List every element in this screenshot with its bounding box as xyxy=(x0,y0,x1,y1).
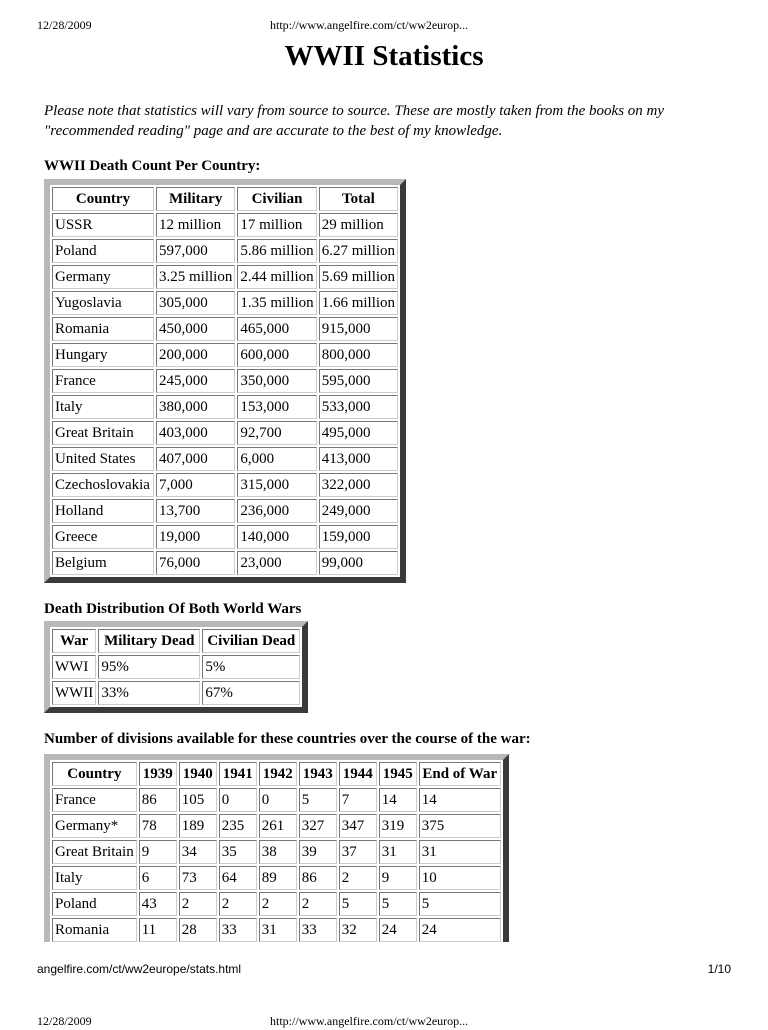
table-cell: France xyxy=(52,788,137,812)
table-cell: 28 xyxy=(179,918,217,942)
column-header: Country xyxy=(52,187,154,211)
table-cell: 5 xyxy=(299,788,337,812)
table-cell: 5 xyxy=(379,892,417,916)
table-cell: 189 xyxy=(179,814,217,838)
print-url[interactable]: http://www.angelfire.com/ct/ww2europ... xyxy=(270,18,469,32)
page-title: WWII Statistics xyxy=(284,40,484,72)
table-cell: 7 xyxy=(339,788,377,812)
column-header: War xyxy=(52,629,96,653)
table-cell: 37 xyxy=(339,840,377,864)
table-header-row xyxy=(52,762,501,786)
table-cell: 14 xyxy=(419,788,501,812)
table-cell: Czechoslovakia xyxy=(52,473,154,497)
table-cell: Italy xyxy=(52,395,154,419)
column-header: Country xyxy=(52,762,137,786)
column-header: 1942 xyxy=(259,762,297,786)
table-row xyxy=(52,291,398,315)
table-cell: 86 xyxy=(299,866,337,890)
table-cell: 11 xyxy=(139,918,177,942)
print-footer xyxy=(37,962,731,978)
table-cell: 140,000 xyxy=(237,525,316,549)
table-cell: 315,000 xyxy=(237,473,316,497)
column-header: 1944 xyxy=(339,762,377,786)
column-header: 1941 xyxy=(219,762,257,786)
table-cell: 7,000 xyxy=(156,473,235,497)
table-cell: WWI xyxy=(52,655,96,679)
table-cell: 245,000 xyxy=(156,369,235,393)
column-header: 1943 xyxy=(299,762,337,786)
table-cell: 76,000 xyxy=(156,551,235,575)
table-cell: Hungary xyxy=(52,343,154,367)
table-cell: Yugoslavia xyxy=(52,291,154,315)
table-row xyxy=(52,866,501,890)
table-row xyxy=(52,681,300,705)
table-cell: 5 xyxy=(339,892,377,916)
column-header: 1940 xyxy=(179,762,217,786)
table-row xyxy=(52,525,398,549)
table-cell: 32 xyxy=(339,918,377,942)
table-cell: 403,000 xyxy=(156,421,235,445)
table-row xyxy=(52,395,398,419)
table-cell: 73 xyxy=(179,866,217,890)
footer-url[interactable]: angelfire.com/ct/ww2europe/stats.html xyxy=(37,962,242,976)
table-cell: 597,000 xyxy=(156,239,235,263)
table-cell: 78 xyxy=(139,814,177,838)
next-page-date: 12/28/2009 xyxy=(37,1014,92,1028)
table-cell: 67% xyxy=(202,681,300,705)
table-cell: 24 xyxy=(419,918,501,942)
next-page-header xyxy=(37,1014,731,1030)
table-cell: 915,000 xyxy=(319,317,398,341)
table-cell: 31 xyxy=(259,918,297,942)
table-cell: Great Britain xyxy=(52,421,154,445)
table-cell: Germany xyxy=(52,265,154,289)
distribution-heading: Death Distribution Of Both World Wars xyxy=(44,601,302,617)
table-cell: 0 xyxy=(219,788,257,812)
table-cell: 0 xyxy=(259,788,297,812)
column-header: 1945 xyxy=(379,762,417,786)
column-header: Military Dead xyxy=(98,629,200,653)
table-cell: 35 xyxy=(219,840,257,864)
table-cell: 236,000 xyxy=(237,499,316,523)
table-cell: 450,000 xyxy=(156,317,235,341)
table-cell: 327 xyxy=(299,814,337,838)
table-cell: 43 xyxy=(139,892,177,916)
table-header-row xyxy=(52,187,398,211)
column-header: Military xyxy=(156,187,235,211)
table-cell: 495,000 xyxy=(319,421,398,445)
table-row xyxy=(52,317,398,341)
table-cell: France xyxy=(52,369,154,393)
table-cell: 2 xyxy=(179,892,217,916)
table-cell: 2 xyxy=(339,866,377,890)
table-cell: 29 million xyxy=(319,213,398,237)
column-header: 1939 xyxy=(139,762,177,786)
table-cell: 9 xyxy=(139,840,177,864)
death-count-heading: WWII Death Count Per Country: xyxy=(44,158,261,174)
table-cell: 5 xyxy=(419,892,501,916)
divisions-table xyxy=(44,754,509,942)
table-cell: United States xyxy=(52,447,154,471)
table-row xyxy=(52,421,398,445)
divisions-heading: Number of divisions available for these countries over the course of the war: xyxy=(44,731,531,747)
table-cell: 6.27 million xyxy=(319,239,398,263)
table-row xyxy=(52,265,398,289)
table-cell: 99,000 xyxy=(319,551,398,575)
page-number: 1/10 xyxy=(707,962,731,976)
table-cell: 89 xyxy=(259,866,297,890)
table-cell: 12 million xyxy=(156,213,235,237)
table-cell: 261 xyxy=(259,814,297,838)
table-row xyxy=(52,447,398,471)
table-cell: Germany* xyxy=(52,814,137,838)
table-row xyxy=(52,213,398,237)
table-cell: Romania xyxy=(52,317,154,341)
table-cell: 33 xyxy=(299,918,337,942)
table-cell: Poland xyxy=(52,239,154,263)
table-cell: 249,000 xyxy=(319,499,398,523)
table-cell: Holland xyxy=(52,499,154,523)
table-cell: 350,000 xyxy=(237,369,316,393)
table-cell: 2 xyxy=(219,892,257,916)
column-header: Civilian Dead xyxy=(202,629,300,653)
table-cell: 380,000 xyxy=(156,395,235,419)
table-row xyxy=(52,499,398,523)
death-count-table xyxy=(44,179,406,583)
table-cell: 413,000 xyxy=(319,447,398,471)
table-cell: 5% xyxy=(202,655,300,679)
table-cell: 9 xyxy=(379,866,417,890)
table-cell: 24 xyxy=(379,918,417,942)
table-cell: 31 xyxy=(419,840,501,864)
column-header: Civilian xyxy=(237,187,316,211)
table-cell: 105 xyxy=(179,788,217,812)
table-row xyxy=(52,551,398,575)
table-row xyxy=(52,369,398,393)
table-cell: 319 xyxy=(379,814,417,838)
table-cell: 600,000 xyxy=(237,343,316,367)
table-cell: 64 xyxy=(219,866,257,890)
table-cell: 23,000 xyxy=(237,551,316,575)
table-cell: 2.44 million xyxy=(237,265,316,289)
table-row xyxy=(52,788,501,812)
table-cell: 322,000 xyxy=(319,473,398,497)
table-cell: 5.69 million xyxy=(319,265,398,289)
table-cell: 465,000 xyxy=(237,317,316,341)
print-header xyxy=(37,18,731,34)
table-cell: 347 xyxy=(339,814,377,838)
table-cell: 200,000 xyxy=(156,343,235,367)
table-row xyxy=(52,655,300,679)
divisions-table-clip xyxy=(0,754,768,942)
table-cell: 159,000 xyxy=(319,525,398,549)
table-cell: 595,000 xyxy=(319,369,398,393)
table-row xyxy=(52,239,398,263)
table-cell: 6,000 xyxy=(237,447,316,471)
table-cell: 13,700 xyxy=(156,499,235,523)
table-cell: 800,000 xyxy=(319,343,398,367)
table-cell: 34 xyxy=(179,840,217,864)
table-cell: 3.25 million xyxy=(156,265,235,289)
table-cell: 14 xyxy=(379,788,417,812)
table-row xyxy=(52,343,398,367)
table-cell: 5.86 million xyxy=(237,239,316,263)
table-cell: 2 xyxy=(259,892,297,916)
table-cell: Belgium xyxy=(52,551,154,575)
table-cell: 407,000 xyxy=(156,447,235,471)
table-cell: Great Britain xyxy=(52,840,137,864)
table-row xyxy=(52,814,501,838)
intro-note: Please note that statistics will vary from source to source. These are mostly taken from the books on my "recommended reading" page and are accurate to the best of my knowledge. xyxy=(44,103,665,139)
table-cell: 305,000 xyxy=(156,291,235,315)
table-cell: 1.35 million xyxy=(237,291,316,315)
table-cell: 39 xyxy=(299,840,337,864)
print-date: 12/28/2009 xyxy=(37,18,92,32)
column-header: End of War xyxy=(419,762,501,786)
table-row xyxy=(52,918,501,942)
table-cell: 95% xyxy=(98,655,200,679)
table-row xyxy=(52,473,398,497)
distribution-table xyxy=(44,621,308,713)
table-row xyxy=(52,892,501,916)
table-cell: Poland xyxy=(52,892,137,916)
table-cell: WWII xyxy=(52,681,96,705)
table-cell: 19,000 xyxy=(156,525,235,549)
table-cell: USSR xyxy=(52,213,154,237)
table-cell: 1.66 million xyxy=(319,291,398,315)
table-cell: 31 xyxy=(379,840,417,864)
table-cell: 375 xyxy=(419,814,501,838)
table-cell: 92,700 xyxy=(237,421,316,445)
table-cell: 33% xyxy=(98,681,200,705)
table-cell: 10 xyxy=(419,866,501,890)
column-header: Total xyxy=(319,187,398,211)
table-header-row xyxy=(52,629,300,653)
table-cell: 6 xyxy=(139,866,177,890)
table-cell: 235 xyxy=(219,814,257,838)
table-row xyxy=(52,840,501,864)
table-cell: 153,000 xyxy=(237,395,316,419)
table-cell: Italy xyxy=(52,866,137,890)
next-page-url[interactable]: http://www.angelfire.com/ct/ww2europ... xyxy=(270,1014,469,1028)
table-cell: 38 xyxy=(259,840,297,864)
table-cell: 2 xyxy=(299,892,337,916)
table-cell: 33 xyxy=(219,918,257,942)
table-cell: 86 xyxy=(139,788,177,812)
table-cell: Romania xyxy=(52,918,137,942)
table-cell: 17 million xyxy=(237,213,316,237)
table-cell: 533,000 xyxy=(319,395,398,419)
table-cell: Greece xyxy=(52,525,154,549)
